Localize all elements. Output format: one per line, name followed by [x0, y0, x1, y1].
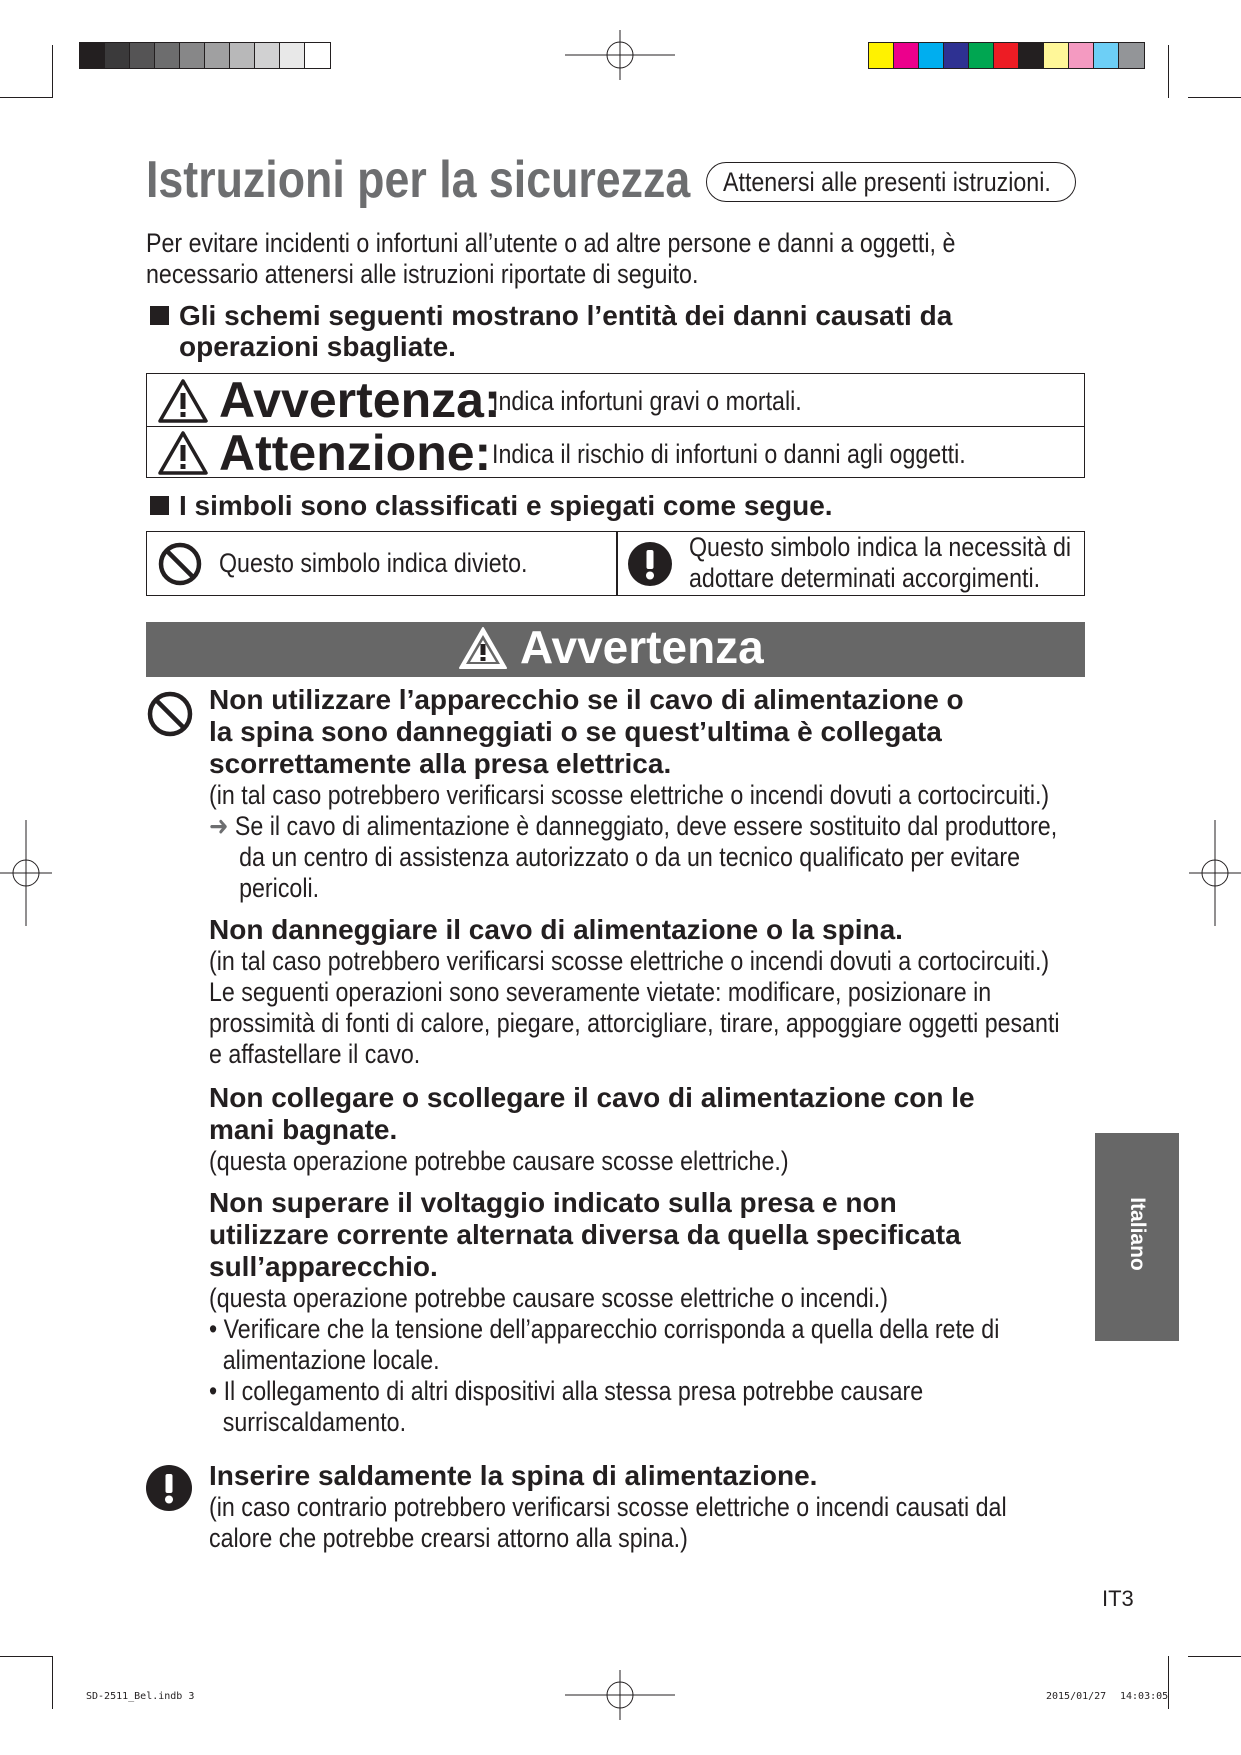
- severity-row-warning: Avvertenza: Indica infortuni gravi o mortali.: [147, 374, 1084, 426]
- symbols-table: Questo simbolo indica divieto. Questo simbolo indica la necessità di adottare determinati accorgimenti.: [146, 531, 1085, 596]
- intro-text: Per evitare incidenti o infortuni all’utente o ad altre persone e danni a oggetti, è necessario attenersi alle istruzioni riportate di seguito.: [146, 228, 956, 289]
- instruction-badge: Attenersi alle presenti istruzioni.: [706, 162, 1076, 202]
- color-swatch: [305, 43, 330, 68]
- symbols-heading: I simboli sono classificati e spiegati come segue.: [150, 490, 833, 521]
- color-swatch: [130, 43, 155, 68]
- color-swatch: [1119, 43, 1144, 68]
- color-swatch: [255, 43, 280, 68]
- footer-time: 14:03:05: [1120, 1691, 1169, 1702]
- warning-item: Non utilizzare l’apparecchio se il cavo di alimentazione o la spina sono danneggiati o se quest’ultima è collegata scorrettamente alla presa elettrica. (in tal caso potrebbero verificarsi scosse elettriche o incendi dovuti a cortocircuiti.) ➜ Se il cavo di alimentazione è danneggiato, deve essere sostituito dal produttore, da un centro di assistenza autorizzato o da un tecnico qualificato per evitare pericoli.: [209, 684, 1058, 903]
- arrow-right-icon: ➜: [209, 811, 229, 841]
- severity-table: [146, 372, 1085, 481]
- square-bullet-icon: [150, 496, 169, 515]
- levels-heading: Gli schemi seguenti mostrano l’entità dei danni causati da operazioni sbagliate.: [150, 300, 952, 362]
- color-swatch: [80, 43, 105, 68]
- registration-mark-icon: [565, 1670, 675, 1720]
- registration-mark-icon: [565, 30, 675, 80]
- color-swatch: [919, 43, 944, 68]
- color-swatch: [280, 43, 305, 68]
- warning-item: Non collegare o scollegare il cavo di alimentazione con le mani bagnate. (questa operazione potrebbe causare scosse elettriche.): [209, 1082, 975, 1176]
- warning-triangle-icon: [157, 378, 209, 424]
- warning-item: Non superare il voltaggio indicato sulla presa e non utilizzare corrente alternata diversa da quella specificata sull’apparecchio. (questa operazione potrebbe causare scosse elettriche o incendi.) • Verificare che la tensione dell’apparecchio corrisponda a quella della rete di alimentazione locale. • Il collegamento di altri dispositivi alla stessa presa potrebbe causare surriscaldamento.: [209, 1187, 1000, 1437]
- grayscale-color-bar: [79, 42, 331, 69]
- warning-banner-title: Avvertenza: [520, 621, 764, 673]
- prohibited-icon: [145, 689, 195, 739]
- color-swatch: [994, 43, 1019, 68]
- exclamation-icon: [145, 1464, 193, 1512]
- process-color-bar: [868, 42, 1145, 69]
- registration-mark-icon: [0, 820, 52, 926]
- color-swatch: [1019, 43, 1044, 68]
- color-swatch: [894, 43, 919, 68]
- color-swatch: [969, 43, 994, 68]
- exclamation-icon: [627, 541, 673, 587]
- page-title: Istruzioni per la sicurezza: [146, 151, 691, 209]
- color-swatch: [1094, 43, 1119, 68]
- warning-item: Inserire saldamente la spina di alimentazione. (in caso contrario potrebbero verificarsi scosse elettriche o incendi causati dal calore che potrebbe crearsi attorno alla spina.): [209, 1460, 1007, 1553]
- page-number: IT3: [1102, 1586, 1134, 1611]
- color-swatch: [180, 43, 205, 68]
- footer-date: 2015/01/27: [1046, 1691, 1107, 1702]
- color-swatch: [1069, 43, 1094, 68]
- color-swatch: [205, 43, 230, 68]
- square-bullet-icon: [150, 306, 169, 325]
- registration-mark-icon: [1189, 820, 1241, 926]
- language-tab-label: Italiano: [1126, 1197, 1149, 1271]
- footer-filename: SD-2511_Bel.indb 3: [86, 1691, 195, 1702]
- severity-row-caution: Attenzione: Indica il rischio di infortuni o danni agli oggetti.: [147, 426, 1084, 479]
- warning-triangle-icon: [157, 430, 209, 476]
- color-swatch: [155, 43, 180, 68]
- color-swatch: [230, 43, 255, 68]
- warning-item: Non danneggiare il cavo di alimentazione o la spina. (in tal caso potrebbero verificarsi scosse elettriche o incendi dovuti a cortocircuiti.) Le seguenti operazioni sono severamente vietate: modificare, posizionare in prossimità di fonti di calore, piegare, attorcigliare, tirare, appoggiare oggetti pesanti e affastellare il cavo.: [209, 914, 1060, 1069]
- color-swatch: [105, 43, 130, 68]
- color-swatch: [869, 43, 894, 68]
- prohibited-icon: [157, 541, 203, 587]
- color-swatch: [944, 43, 969, 68]
- color-swatch: [1044, 43, 1069, 68]
- warning-triangle-icon: [457, 625, 509, 671]
